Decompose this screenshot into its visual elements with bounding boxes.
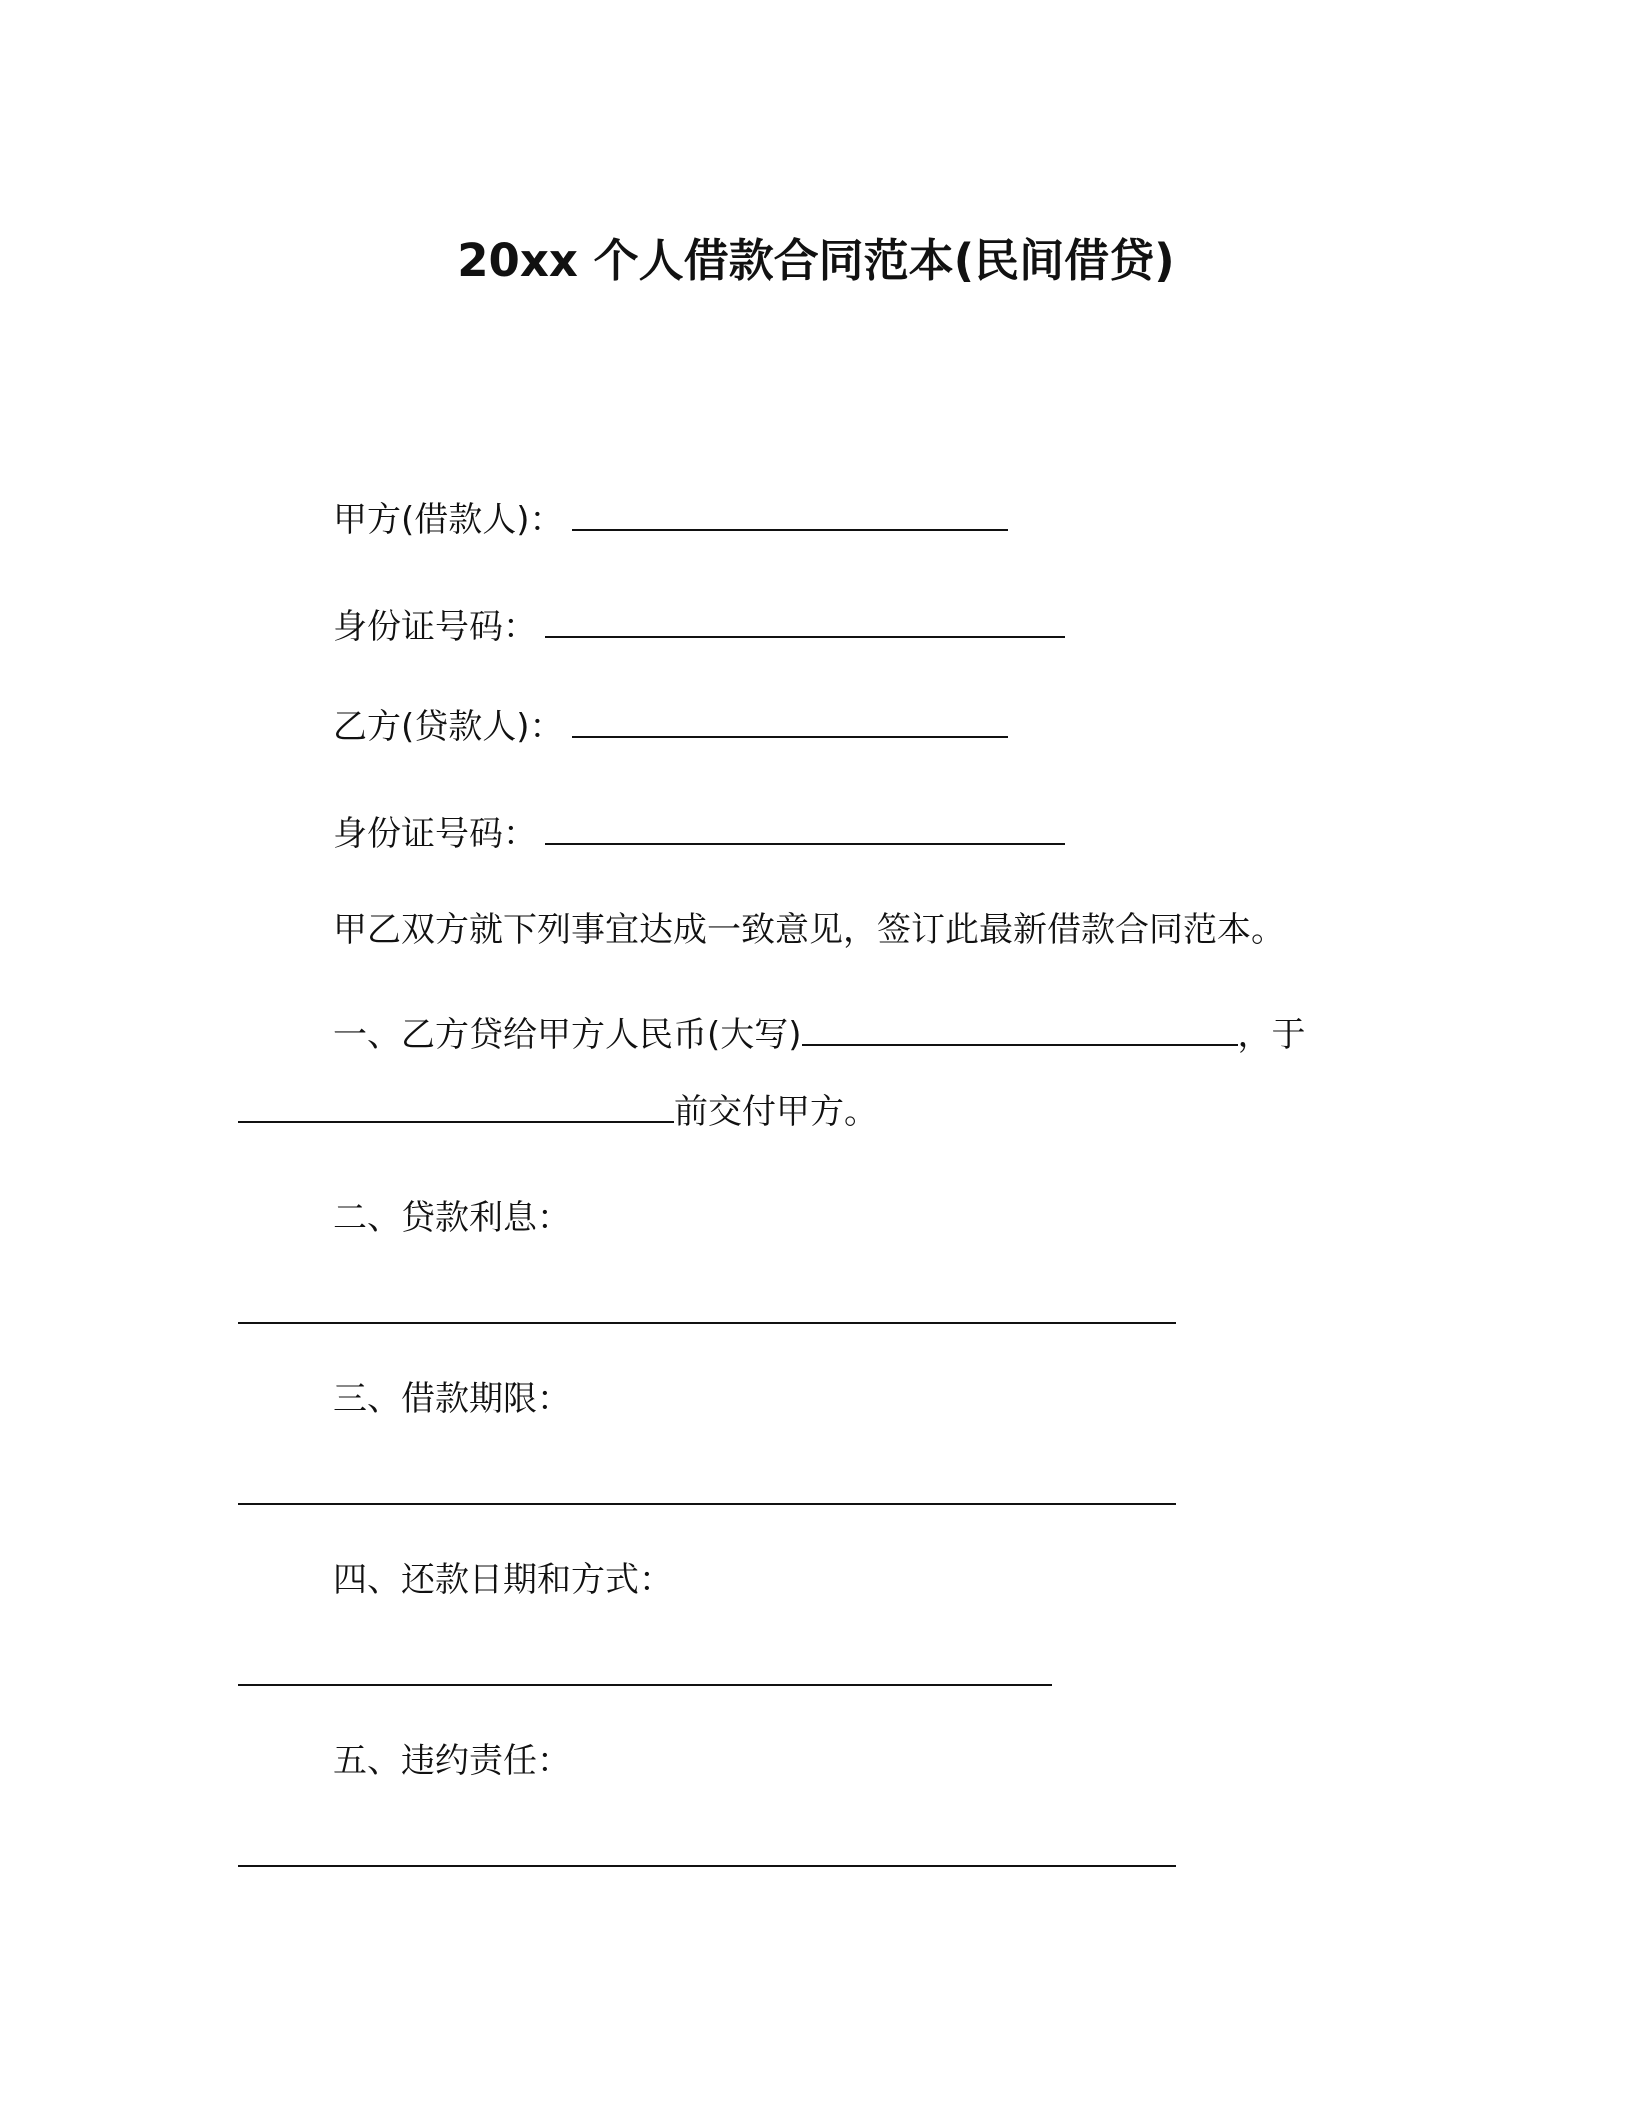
amount-blank[interactable] [802, 1014, 1238, 1046]
party-b-blank[interactable] [572, 706, 1008, 738]
clause-1-tail: 前交付甲方。 [674, 1092, 878, 1132]
party-a-label: 甲方(借款人)： [333, 500, 564, 540]
clause-3-label: 三、借款期限： [333, 1379, 571, 1419]
id-a-blank[interactable] [545, 606, 1065, 638]
clause-1-row [333, 1013, 1306, 1057]
agreement-intro: 甲乙双方就下列事宜达成一致意见，签订此最新借款合同范本。 [333, 910, 1285, 950]
party-a-row [333, 498, 1008, 542]
date-blank[interactable] [238, 1091, 674, 1123]
id-b-blank[interactable] [545, 813, 1065, 845]
clause-2-blank[interactable] [238, 1322, 1176, 1324]
document-title: 20xx 个人借款合同范本(民间借贷) [457, 234, 1175, 287]
clause-4-label: 四、还款日期和方式： [333, 1560, 673, 1600]
clause-4-blank[interactable] [238, 1684, 1052, 1686]
clause-5-label: 五、违约责任： [333, 1741, 571, 1781]
id-b-label: 身份证号码： [333, 814, 537, 854]
party-b-label: 乙方(贷款人)： [333, 707, 564, 747]
clause-3-blank[interactable] [238, 1503, 1176, 1505]
clause-1-row-2 [238, 1090, 878, 1134]
id-a-row [333, 605, 1065, 649]
id-a-label: 身份证号码： [333, 607, 537, 647]
clause-2-label: 二、贷款利息： [333, 1198, 571, 1238]
clause-5-blank[interactable] [238, 1865, 1176, 1867]
clause-1-text: 一、乙方贷给甲方人民币(大写) [333, 1015, 802, 1055]
party-a-blank[interactable] [572, 499, 1008, 531]
id-b-row [333, 812, 1065, 856]
clause-1-comma: ，于 [1237, 1015, 1306, 1055]
party-b-row [333, 705, 1008, 749]
